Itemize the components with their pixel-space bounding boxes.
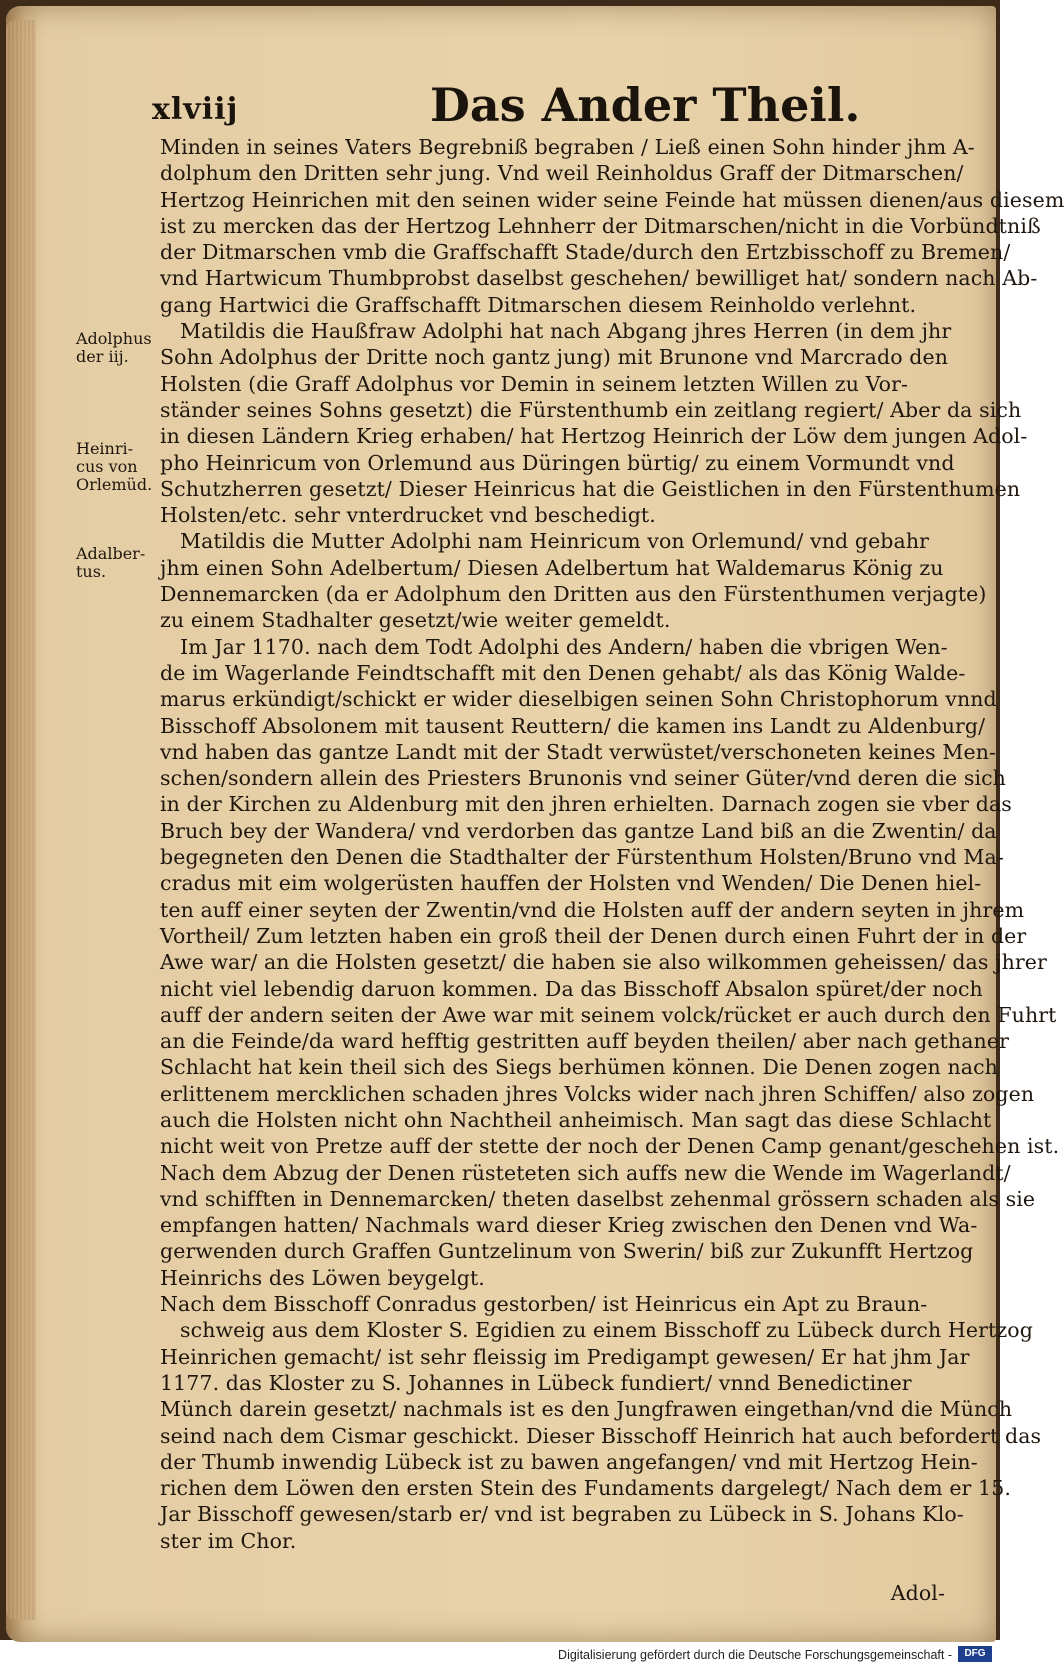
text-line: Schlacht hat kein theil sich des Siegs berhümen können. Die Denen zogen nach bbox=[160, 1055, 998, 1080]
marginal-line: cus von bbox=[76, 457, 138, 476]
text-line bbox=[160, 1554, 945, 1580]
text-line: empfangen hatten/ Nachmals ward dieser Krieg zwischen den Denen vnd Wa- bbox=[160, 1213, 978, 1238]
text-line: Nach dem Abzug der Denen rüsteteten sich auffs new die Wende im Wagerlandt/ bbox=[160, 1160, 1011, 1185]
page-edge-gutter bbox=[6, 20, 36, 1620]
marginal-line: Heinri- bbox=[76, 439, 134, 458]
text-line: jhm einen Sohn Adelbertum/ Diesen Adelbertum hat Waldemarus König zu bbox=[160, 555, 944, 580]
marginal-line: der iij. bbox=[76, 347, 129, 366]
main-text-block bbox=[160, 134, 1064, 1607]
text-line: an die Feinde/da ward hefftig gestritten auff beyden theilen/ aber nach gethaner bbox=[160, 1029, 1009, 1054]
text-line: Hertzog Heinrichen mit den seinen wider seine Feinde hat müssen dienen/aus diesem bbox=[160, 187, 1064, 212]
catchword: Adol- bbox=[890, 1581, 945, 1606]
text-line: auff der andern seiten der Awe war mit seinem volck/rücket er auch durch den Fuhrt bbox=[160, 1002, 1057, 1027]
text-line: Im Jar 1170. nach dem Todt Adolphi des Andern/ haben die vbrigen Wen- bbox=[180, 634, 948, 659]
text-line: marus erkündigt/schickt er wider dieselbigen seinen Sohn Christophorum vnnd bbox=[160, 687, 997, 712]
text-line: Heinrichen gemacht/ ist sehr fleissig im Predigampt gewesen/ Er hat jhm Jar bbox=[160, 1344, 970, 1369]
text-line: in der Kirchen zu Aldenburg mit den jhren erhielten. Darnach zogen sie vber das bbox=[160, 792, 1012, 817]
text-line: erlittenem mercklichen schaden jhres Volcks wider nach jhren Schiffen/ also zogen bbox=[160, 1081, 1035, 1106]
marginal-line: Adolphus bbox=[76, 329, 152, 348]
text-line: Münch darein gesetzt/ nachmals ist es den Jungfrawen eingethan/vnd die Münch bbox=[160, 1397, 1013, 1422]
text-line: Heinrichs des Löwen beygelgt. bbox=[160, 1265, 485, 1290]
text-line: Schutzherren gesetzt/ Dieser Heinricus hat die Geistlichen in den Fürstenthumen bbox=[160, 476, 1021, 501]
text-line: vnd Hartwicum Thumbprobst daselbst geschehen/ bewilliget hat/ sondern nach Ab- bbox=[160, 266, 1038, 291]
text-line: nicht viel lebendig daruon kommen. Da das Bisschoff Absalon spüret/der noch bbox=[160, 976, 983, 1001]
text-line: Minden in seines Vaters Begrebniß begraben / Ließ einen Sohn hinder jhm A- bbox=[160, 135, 975, 159]
text-line: der Ditmarschen vmb die Graffschafft Stade/durch den Ertzbisschoff zu Bremen/ bbox=[160, 240, 1011, 265]
text-line: schweig aus dem Kloster S. Egidien zu einem Bisschoff zu Lübeck durch Hertzog bbox=[180, 1318, 1033, 1343]
text-line: auch die Holsten nicht ohn Nachtheil anheimisch. Man sagt das diese Schlacht bbox=[160, 1107, 992, 1132]
text-line: dolphum den Dritten sehr jung. Vnd weil Reinholdus Graff der Ditmarschen/ bbox=[160, 161, 964, 186]
text-line: Matildis die Haußfraw Adolphi hat nach Abgang jhres Herren (in dem jhr bbox=[180, 319, 952, 344]
text-line: zu einem Stadhalter gesetzt/wie weiter gemeldt. bbox=[160, 608, 671, 633]
text-line: richen dem Löwen den ersten Stein des Fundaments dargelegt/ Nach dem er 15. bbox=[160, 1476, 1011, 1501]
text-line: begegneten den Denen die Stadthalter der Fürstenthum Holsten/Bruno vnd Ma- bbox=[160, 845, 1004, 870]
digitization-footer bbox=[0, 1642, 1000, 1668]
text-line: Dennemarcken (da er Adolphum den Dritten aus den Fürstenthumen verjagte) bbox=[160, 582, 987, 607]
text-line: Holsten/etc. sehr vnterdrucket vnd beschedigt. bbox=[160, 503, 656, 528]
text-line: Bruch bey der Wandera/ vnd verdorben das gantze Land biß an die Zwentin/ da bbox=[160, 818, 997, 843]
text-line: de im Wagerlande Feindtschafft mit den Denen gehabt/ als das König Walde- bbox=[160, 660, 966, 685]
text-line: in diesen Ländern Krieg erhaben/ hat Hertzog Heinrich der Löw dem jungen Adol- bbox=[160, 424, 1028, 449]
text-line: Vortheil/ Zum letzten haben ein groß theil der Denen durch einen Fuhrt der in der bbox=[160, 923, 1027, 948]
text-line: gang Hartwici die Graffschafft Ditmarschen diesem Reinholdo verlehnt. bbox=[160, 292, 917, 317]
marginal-note-adolphus bbox=[76, 330, 166, 366]
text-line: pho Heinricum von Orlemund aus Düringen bürtig/ zu einem Vormundt vnd bbox=[160, 450, 955, 475]
text-line: Matildis die Mutter Adolphi nam Heinricum von Orlemund/ vnd gebahr bbox=[180, 529, 930, 554]
text-line: ten auff einer seyten der Zwentin/vnd die Holsten auff der andern seyten in jhrem bbox=[160, 897, 1025, 922]
text-line: Nach dem Bisschoff Conradus gestorben/ ist Heinricus ein Apt zu Braun- bbox=[160, 1292, 928, 1317]
text-line: Holsten (die Graff Adolphus vor Demin in seinem letzten Willen zu Vor- bbox=[160, 371, 909, 396]
text-line: der Thumb inwendig Lübeck ist zu bawen angefangen/ vnd mit Hertzog Hein- bbox=[160, 1449, 978, 1474]
running-title: Das Ander Theil. bbox=[430, 78, 861, 132]
text-line: Awe war/ an die Holsten gesetzt/ die haben sie also wilkommen geheissen/ das jhrer bbox=[160, 950, 1047, 975]
marginal-line: Adalber- bbox=[76, 544, 146, 563]
marginal-line: tus. bbox=[76, 562, 107, 581]
text-line: cradus mit eim wolgerüsten hauffen der Holsten vnd Wenden/ Die Denen hiel- bbox=[160, 871, 982, 896]
text-line: 1177. das Kloster zu S. Johannes in Lübeck fundiert/ vnnd Benedictiner bbox=[160, 1370, 912, 1395]
text-line: Jar Bisschoff gewesen/starb er/ vnd ist begraben zu Lübeck in S. Johans Klo- bbox=[160, 1502, 964, 1527]
marginal-line: Orlemüd. bbox=[76, 475, 153, 494]
text-line: ist zu mercken das der Hertzog Lehnherr der Ditmarschen/nicht in die Vorbündtniß bbox=[160, 213, 1041, 238]
dfg-logo: DFG bbox=[958, 1646, 992, 1662]
text-line: ständer seines Sohns gesetzt) die Fürstenthumb ein zeitlang regiert/ Aber da sich bbox=[160, 397, 1022, 422]
text-line: ster im Chor. bbox=[160, 1528, 297, 1553]
text-line: vnd haben das gantze Landt mit der Stadt verwüstet/verschoneten keines Men- bbox=[160, 739, 997, 764]
marginal-note-heinricus bbox=[76, 440, 166, 494]
text-line: vnd schifften in Dennemarcken/ theten daselbst zehenmal grössern schaden als sie bbox=[160, 1186, 1036, 1211]
marginal-note-adalbertus bbox=[76, 545, 166, 581]
text-line: nicht weit von Pretze auff der stette der noch der Denen Camp genant/geschehen ist. bbox=[160, 1134, 1060, 1159]
footer-credit: Digitalisierung gefördert durch die Deutsche Forschungsgemeinschaft - bbox=[558, 1648, 952, 1662]
text-line: seind nach dem Cismar geschickt. Dieser Bisschoff Heinrich hat auch befordert das bbox=[160, 1423, 1042, 1448]
text-line: schen/sondern allein des Priesters Brunonis vnd seiner Güter/vnd deren die sich bbox=[160, 766, 1006, 791]
folio-number: xlviij bbox=[152, 92, 239, 127]
text-line-last bbox=[160, 1580, 945, 1606]
text-line: gerwenden durch Graffen Guntzelinum von Swerin/ biß zur Zukunfft Hertzog bbox=[160, 1239, 974, 1264]
text-line: Bisschoff Absolonem mit tausent Reuttern/ die kamen ins Landt zu Aldenburg/ bbox=[160, 713, 986, 738]
text-line: Sohn Adolphus der Dritte noch gantz jung) mit Brunone vnd Marcrado den bbox=[160, 345, 949, 370]
